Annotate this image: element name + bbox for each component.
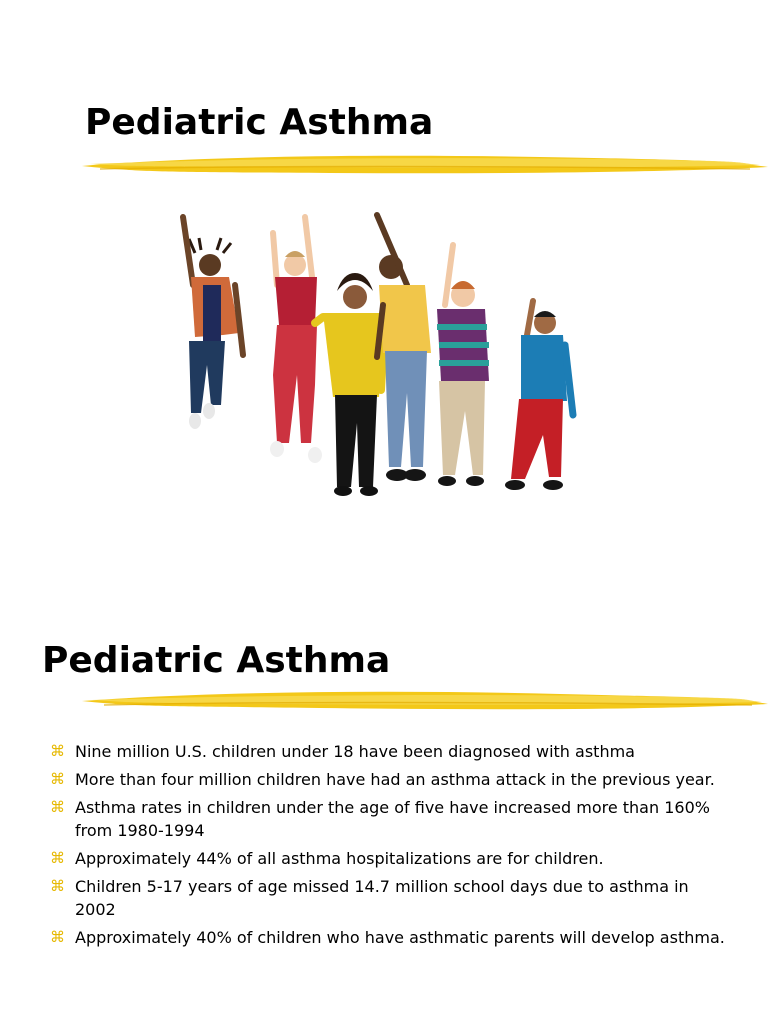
bullet-icon: ⌘: [50, 770, 65, 788]
bullet-icon: ⌘: [50, 742, 65, 760]
children-jumping-photo: [165, 205, 585, 500]
child-figure: [437, 245, 489, 486]
child-figure: [183, 217, 243, 429]
list-item: ⌘ More than four million children have had an asthma attack in the previous year.: [50, 770, 715, 789]
bullet-icon: ⌘: [50, 798, 65, 816]
bullet-icon: ⌘: [50, 849, 65, 867]
list-item: ⌘ Approximately 40% of children who have asthmatic parents will develop asthma.: [50, 928, 725, 947]
bullet-list: [50, 740, 730, 954]
child-figure: [377, 215, 431, 481]
child-figure: [315, 273, 385, 496]
child-figure: [505, 301, 573, 490]
list-item: ⌘ Approximately 44% of all asthma hospitalizations are for children.: [50, 849, 604, 868]
slide-title: Pediatric Asthma: [42, 640, 391, 681]
brush-stroke-underline: [80, 150, 768, 180]
bullet-icon: ⌘: [50, 877, 65, 895]
bullet-icon: ⌘: [50, 928, 65, 946]
child-figure: [270, 217, 322, 463]
slide-title: Pediatric Asthma: [85, 102, 434, 143]
list-item: ⌘ Nine million U.S. children under 18 have been diagnosed with asthma: [50, 742, 635, 761]
brush-stroke-underline: [80, 686, 768, 716]
list-item: ⌘ Children 5-17 years of age missed 14.7 million school days due to asthma in 2002: [50, 877, 689, 919]
content-slide: [0, 512, 768, 1024]
list-item: ⌘ Asthma rates in children under the age of five have increased more than 160% from 1980-1994: [50, 798, 710, 840]
